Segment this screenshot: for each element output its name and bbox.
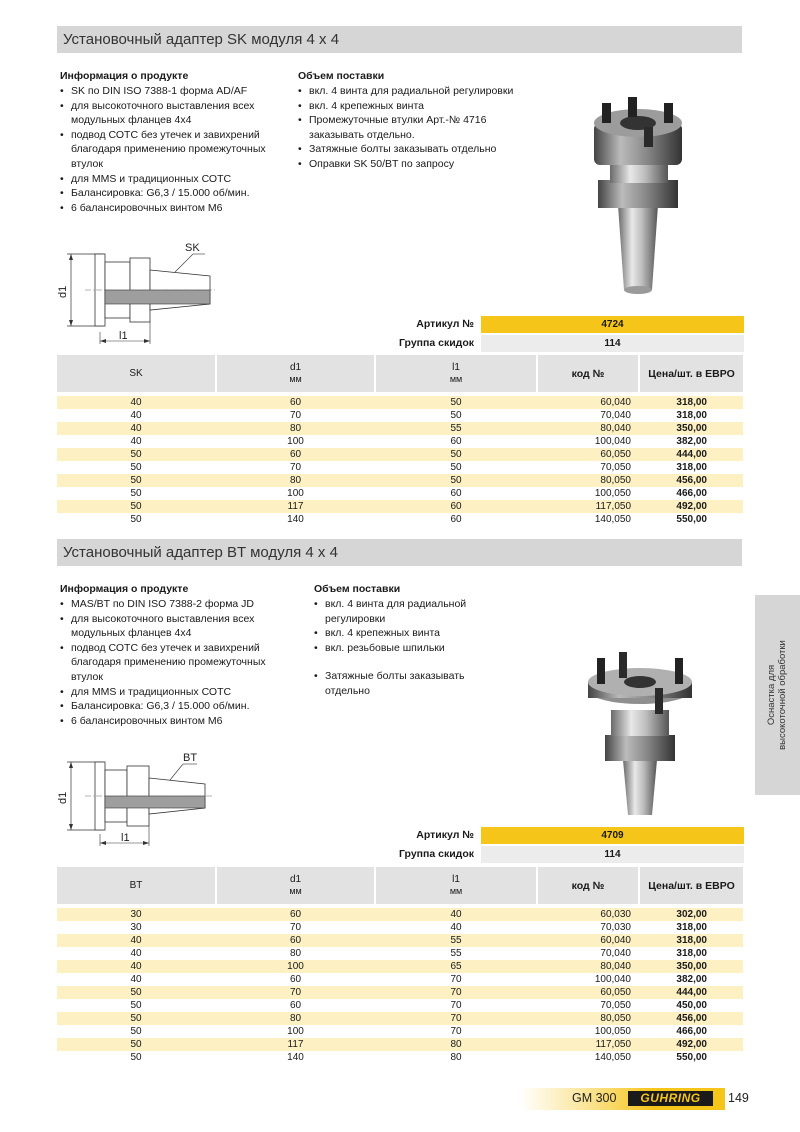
- scope-item: • Промежуточные втулки Арт.-№ 4716 заказывать отдельно.: [298, 113, 528, 142]
- cell-type: 40: [130, 948, 142, 959]
- scope-item: • Затяжные болты заказывать отдельно: [298, 142, 528, 157]
- cell-price: 318,00: [676, 410, 707, 421]
- cell-d1: 60: [289, 935, 302, 946]
- cell-code: 117,050: [595, 501, 631, 512]
- bt-adapter-photo: [575, 650, 705, 820]
- discount-row-sk: [0, 335, 744, 352]
- cell-l1: 65: [450, 961, 462, 972]
- cell-price: 550,00: [676, 1052, 707, 1063]
- col-header-price: Цена/шт. в ЕВРО: [640, 867, 743, 904]
- article-value: 4724: [481, 316, 744, 333]
- discount-label: Группа скидок: [399, 848, 474, 860]
- col-header-type: BT: [57, 867, 215, 904]
- cell-price: 444,00: [676, 987, 707, 998]
- cell-l1: 80: [450, 1052, 462, 1063]
- cell-type: 50: [130, 1026, 142, 1037]
- delivery-scope-bt: [314, 583, 504, 699]
- cell-type: 50: [130, 1039, 142, 1050]
- cell-code: 100,040: [594, 974, 631, 985]
- scope-item: • вкл. резьбовые шпильки: [314, 641, 504, 656]
- col-header-code: код №: [538, 867, 638, 904]
- scope-item: • вкл. 4 крепежных винта: [314, 626, 504, 641]
- cell-price: 318,00: [676, 948, 707, 959]
- cell-code: 70,040: [600, 410, 631, 421]
- table-row: [57, 908, 743, 921]
- info-item: • подвод СОТС без утечек и завихрений благодаря применению промежуточных втулок: [60, 128, 300, 172]
- table-row: [57, 986, 743, 999]
- table-header: [57, 355, 743, 392]
- cell-d1: 70: [289, 410, 302, 421]
- col-header-l1: l1 мм: [376, 355, 536, 392]
- cell-d1: 60: [289, 449, 302, 460]
- table-row: [57, 487, 743, 500]
- cell-price: 450,00: [676, 1000, 707, 1011]
- drawing-length-label: l1: [121, 832, 130, 844]
- cell-d1: 140: [287, 1052, 304, 1063]
- info-item: • для MMS и традиционных СОТС: [60, 172, 300, 187]
- cell-code: 140,050: [594, 514, 631, 525]
- product-info-bt: [60, 583, 300, 728]
- table-row: [57, 1025, 743, 1038]
- cell-code: 60,040: [600, 397, 631, 408]
- cell-price: 302,00: [676, 909, 707, 920]
- cell-price: 350,00: [676, 961, 707, 972]
- cell-type: 50: [130, 488, 142, 499]
- cell-price: 492,00: [676, 1039, 707, 1050]
- info-item: • для высокоточного выставления всех модульных фланцев 4x4: [60, 612, 300, 641]
- delivery-scope-sk: [298, 70, 528, 172]
- table-row: [57, 999, 743, 1012]
- cell-code: 80,050: [600, 1013, 631, 1024]
- col-header-price: Цена/шт. в ЕВРО: [640, 355, 743, 392]
- discount-row-bt: [0, 846, 744, 863]
- table-row: [57, 1051, 743, 1064]
- cell-d1: 80: [289, 1013, 302, 1024]
- cell-type: 40: [130, 423, 142, 434]
- scope-item: • Оправки SK 50/BT по запросу: [298, 157, 528, 172]
- article-row-bt: [0, 827, 744, 844]
- cell-d1: 70: [289, 922, 302, 933]
- cell-code: 100,050: [594, 488, 631, 499]
- cell-type: 50: [130, 449, 142, 460]
- side-category-tab: [755, 595, 800, 795]
- cell-l1: 80: [450, 1039, 462, 1050]
- cell-l1: 50: [450, 410, 462, 421]
- page-number: 149: [728, 1091, 749, 1105]
- cell-d1: 100: [287, 961, 304, 972]
- cell-l1: 60: [450, 436, 462, 447]
- cell-price: 350,00: [676, 423, 707, 434]
- cell-l1: 40: [450, 909, 462, 920]
- cell-code: 70,030: [600, 922, 631, 933]
- cell-type: 50: [130, 475, 142, 486]
- article-value: 4709: [481, 827, 744, 844]
- cell-l1: 55: [450, 935, 462, 946]
- table-row: [57, 409, 743, 422]
- cell-code: 80,040: [600, 423, 631, 434]
- cell-price: 466,00: [676, 488, 707, 499]
- discount-label: Группа скидок: [399, 337, 474, 349]
- cell-code: 100,050: [594, 1026, 631, 1037]
- info-item: • подвод СОТС без утечек и завихрений благодаря применению промежуточных втулок: [60, 641, 300, 685]
- cell-price: 492,00: [676, 501, 707, 512]
- scope-item: • Затяжные болты заказывать отдельно: [314, 669, 504, 698]
- cell-d1: 80: [289, 948, 302, 959]
- cell-l1: 50: [450, 462, 462, 473]
- table-row: [57, 973, 743, 986]
- cell-d1: 80: [289, 475, 302, 486]
- col-header-l1: l1 мм: [376, 867, 536, 904]
- drawing-diameter-label: d1: [57, 791, 69, 804]
- cell-type: 30: [130, 922, 142, 933]
- product-info-heading: Информация о продукте: [60, 583, 189, 595]
- cell-type: 40: [130, 410, 142, 421]
- cell-code: 80,040: [600, 961, 631, 972]
- table-row: [57, 513, 743, 526]
- product-info-heading: Информация о продукте: [60, 70, 189, 82]
- cell-type: 50: [130, 1013, 142, 1024]
- drawing-length-label: l1: [119, 330, 128, 342]
- cell-code: 100,040: [594, 436, 631, 447]
- price-table-sk: [57, 355, 743, 526]
- cell-d1: 80: [289, 423, 302, 434]
- table-row: [57, 1038, 743, 1051]
- cell-price: 318,00: [676, 922, 707, 933]
- cell-l1: 70: [450, 1013, 462, 1024]
- table-header: [57, 867, 743, 904]
- discount-value: 114: [481, 846, 744, 863]
- cell-type: 50: [130, 1000, 142, 1011]
- delivery-scope-heading: Объем поставки: [298, 70, 385, 82]
- cell-l1: 55: [450, 948, 462, 959]
- cell-l1: 50: [450, 449, 462, 460]
- brand-logo: GUHRING: [628, 1091, 713, 1106]
- cell-d1: 70: [289, 987, 302, 998]
- cell-code: 70,040: [600, 948, 631, 959]
- cell-type: 40: [130, 961, 142, 972]
- cell-l1: 60: [450, 514, 462, 525]
- sk-technical-drawing: [55, 240, 225, 350]
- delivery-scope-heading: Объем поставки: [314, 583, 401, 595]
- cell-d1: 60: [289, 974, 302, 985]
- cell-l1: 55: [450, 423, 462, 434]
- cell-type: 40: [130, 436, 142, 447]
- cell-l1: 50: [450, 397, 462, 408]
- cell-l1: 70: [450, 987, 462, 998]
- section-title: Установочный адаптер SK модуля 4 х 4: [63, 31, 340, 48]
- cell-code: 70,050: [600, 462, 631, 473]
- table-row: [57, 396, 743, 409]
- scope-item: • вкл. 4 винта для радиальной регулировки: [298, 84, 528, 99]
- info-item: • 6 балансировочных винтом М6: [60, 714, 300, 729]
- table-body: [57, 908, 743, 1064]
- cell-type: 50: [130, 501, 142, 512]
- footer-catalog: GM 300: [572, 1091, 617, 1105]
- cell-code: 80,050: [600, 475, 631, 486]
- product-info-sk: [60, 70, 300, 215]
- cell-type: 50: [130, 987, 142, 998]
- cell-code: 60,040: [600, 935, 631, 946]
- scope-item: • вкл. 4 крепежных винта: [298, 99, 528, 114]
- cell-type: 40: [130, 974, 142, 985]
- table-row: [57, 474, 743, 487]
- drawing-type-label: SK: [185, 242, 200, 254]
- cell-type: 40: [130, 935, 142, 946]
- cell-code: 60,050: [600, 987, 631, 998]
- cell-code: 60,050: [600, 449, 631, 460]
- cell-d1: 140: [287, 514, 304, 525]
- cell-price: 318,00: [676, 935, 707, 946]
- table-row: [57, 934, 743, 947]
- cell-type: 40: [130, 397, 142, 408]
- cell-type: 50: [130, 514, 142, 525]
- cell-d1: 60: [289, 1000, 302, 1011]
- cell-l1: 60: [450, 488, 462, 499]
- table-body: [57, 396, 743, 526]
- cell-d1: 100: [287, 488, 304, 499]
- col-header-type: SK: [57, 355, 215, 392]
- table-row: [57, 1012, 743, 1025]
- table-row: [57, 947, 743, 960]
- cell-l1: 70: [450, 1000, 462, 1011]
- cell-price: 382,00: [676, 436, 707, 447]
- cell-code: 117,050: [595, 1039, 631, 1050]
- info-item: • Балансировка: G6,3 / 15.000 об/мин.: [60, 186, 300, 201]
- cell-l1: 50: [450, 475, 462, 486]
- cell-type: 50: [130, 1052, 142, 1063]
- discount-value: 114: [481, 335, 744, 352]
- info-item: • MAS/BT по DIN ISO 7388-2 форма JD: [60, 597, 300, 612]
- cell-code: 140,050: [594, 1052, 631, 1063]
- table-row: [57, 461, 743, 474]
- section-title: Установочный адаптер BT модуля 4 х 4: [63, 544, 338, 561]
- cell-type: 50: [130, 462, 142, 473]
- scope-item: • вкл. 4 винта для радиальной регулировки: [314, 597, 504, 626]
- cell-price: 318,00: [676, 462, 707, 473]
- cell-d1: 100: [287, 1026, 304, 1037]
- cell-d1: 117: [287, 1039, 304, 1050]
- table-row: [57, 921, 743, 934]
- info-item: • 6 балансировочных винтом М6: [60, 201, 300, 216]
- cell-l1: 60: [450, 501, 462, 512]
- cell-l1: 40: [450, 922, 462, 933]
- info-item: • для высокоточного выставления всех модульных фланцев 4x4: [60, 99, 300, 128]
- drawing-type-label: BT: [183, 752, 198, 764]
- section-header-sk: [57, 26, 742, 53]
- cell-l1: 70: [450, 1026, 462, 1037]
- cell-price: 382,00: [676, 974, 707, 985]
- cell-price: 550,00: [676, 514, 707, 525]
- cell-price: 318,00: [676, 397, 707, 408]
- col-header-code: код №: [538, 355, 638, 392]
- cell-type: 30: [130, 909, 142, 920]
- table-row: [57, 435, 743, 448]
- article-label: Артикул №: [416, 318, 474, 330]
- cell-d1: 60: [289, 909, 302, 920]
- table-row: [57, 500, 743, 513]
- info-item: • SK по DIN ISO 7388-1 форма AD/AF: [60, 84, 300, 99]
- cell-code: 70,050: [600, 1000, 631, 1011]
- section-header-bt: [57, 539, 742, 566]
- sk-adapter-photo: [560, 85, 710, 300]
- cell-price: 444,00: [676, 449, 707, 460]
- cell-code: 60,030: [600, 909, 631, 920]
- article-row-sk: [0, 316, 744, 333]
- table-row: [57, 448, 743, 461]
- col-header-d1: d1 мм: [217, 355, 374, 392]
- side-category-text: Оснастка для высокоточной обработки: [766, 640, 788, 750]
- drawing-diameter-label: d1: [57, 285, 69, 298]
- cell-d1: 100: [287, 436, 304, 447]
- cell-d1: 70: [289, 462, 302, 473]
- cell-d1: 60: [289, 397, 302, 408]
- cell-price: 456,00: [676, 1013, 707, 1024]
- table-row: [57, 960, 743, 973]
- cell-l1: 70: [450, 974, 462, 985]
- price-table-bt: [57, 867, 743, 1064]
- info-item: • Балансировка: G6,3 / 15.000 об/мин.: [60, 699, 300, 714]
- col-header-d1: d1 мм: [217, 867, 374, 904]
- table-row: [57, 422, 743, 435]
- cell-price: 466,00: [676, 1026, 707, 1037]
- cell-price: 456,00: [676, 475, 707, 486]
- info-item: • для MMS и традиционных СОТС: [60, 685, 300, 700]
- cell-d1: 117: [287, 501, 304, 512]
- article-label: Артикул №: [416, 829, 474, 841]
